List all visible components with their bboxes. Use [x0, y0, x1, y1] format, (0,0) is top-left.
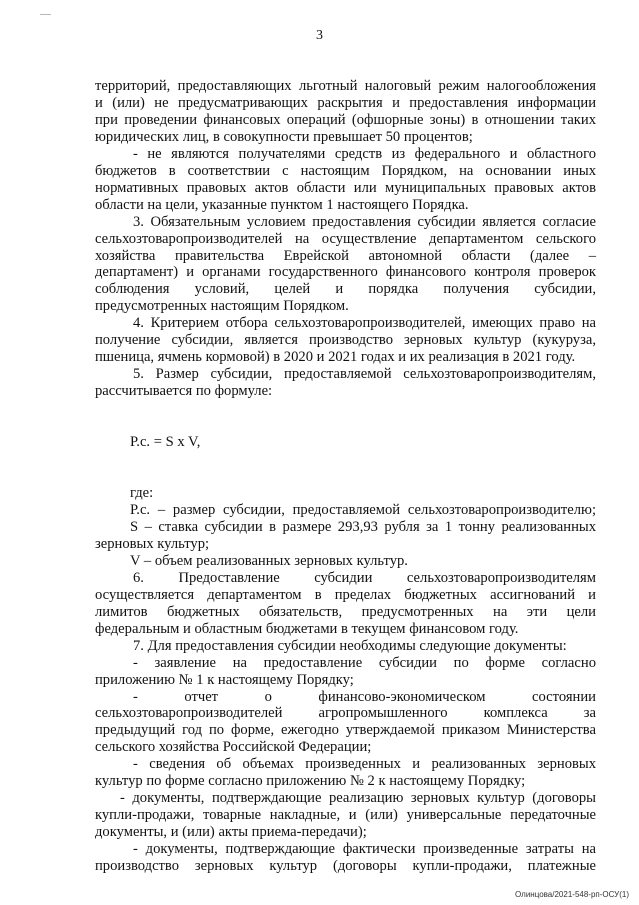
- text-line: нормативных правовых актов области или муниципальных правовых актов: [95, 179, 596, 196]
- text-line: V – объем реализованных зерновых культур.: [130, 552, 408, 569]
- text-line: купли-продажи, товарные накладные, и (или) универсальные передаточные: [95, 807, 596, 824]
- page-number: 3: [316, 28, 323, 43]
- text-line: 5. Размер субсидии, предоставляемой сельхозтоваропроизводителям,: [133, 366, 596, 383]
- text-line: получение субсидии, является производство зерновых культур (кукуруза,: [95, 332, 596, 349]
- text-line: приложению № 1 к настоящему Порядку;: [95, 671, 354, 688]
- blank-space: [95, 451, 596, 485]
- text-line: сельхозтоваропроизводителей на осуществление департаментом сельского: [95, 230, 596, 247]
- text-line: 4. Критерием отбора сельхозтоваропроизводителей, имеющих право на: [133, 315, 596, 332]
- text-line: - документы, подтверждающие реализацию зерновых культур (договоры: [120, 790, 596, 807]
- text-line: культур по форме согласно приложению № 2 к настоящему Порядку;: [95, 773, 526, 790]
- text-line: предусмотренных настоящим Порядком.: [95, 298, 349, 315]
- text-line: и (или) не предусматривающих раскрытия и предоставления информации: [95, 94, 596, 111]
- text-line: сельского хозяйства Российской Федерации;: [95, 739, 372, 756]
- text-line: 7. Для предоставления субсидии необходимы следующие документы:: [133, 637, 567, 654]
- text-line: пшеница, ячмень кормовой) в 2020 и 2021 годах и их реализация в 2021 году.: [95, 349, 576, 366]
- text-line: при проведении финансовых операций (офшорные зоны) в отношении таких: [95, 111, 596, 128]
- text-line: зерновых культур;: [95, 535, 210, 552]
- text-line: 6. Предоставление субсидии сельхозтоваропроизводителям: [133, 569, 596, 586]
- text-line: территорий, предоставляющих льготный налоговый режим налогообложения: [95, 78, 596, 94]
- text-line: области на цели, указанные пунктом 1 настоящего Порядка.: [95, 196, 469, 213]
- text-line: - не являются получателями средств из федерального и областного: [133, 145, 596, 162]
- text-line: документы, и (или) акты приема-передачи);: [95, 824, 367, 841]
- scan-mark: [40, 14, 51, 15]
- text-line: лимитов бюджетных обязательств, предусмотренных на эти цели: [95, 603, 596, 620]
- text-line: - документы, подтверждающие фактически произведенные затраты на: [133, 841, 596, 858]
- blank-space: [95, 400, 596, 434]
- text-line: производство зерновых культур (договоры купли-продажи, платежные: [95, 858, 596, 875]
- text-line: федеральным и областным бюджетами в текущем финансовом году.: [95, 620, 519, 637]
- text-line: 3. Обязательным условием предоставления субсидии является согласие: [133, 213, 596, 230]
- formula: Р.с. = S x V,: [130, 434, 201, 451]
- text-line: соблюдения условий, целей и порядка получения субсидии,: [95, 281, 596, 298]
- text-line: рассчитывается по формуле:: [95, 383, 273, 400]
- text-line: Р.с. – размер субсидии, предоставляемой сельхозтоваропроизводителю;: [130, 502, 596, 519]
- text-line: бюджетов в соответствии с настоящим Порядком, на основании иных: [95, 162, 596, 179]
- text-line: - отчет о финансово-экономическом состоянии: [133, 688, 596, 705]
- document-body: [95, 78, 596, 875]
- text-line: сельхозтоваропроизводителей агропромышленного комплекса за: [95, 705, 596, 722]
- text-line: предыдущий год по форме, ежегодно утверждаемой приказом Министерства: [95, 722, 596, 739]
- text-line: где:: [130, 485, 154, 502]
- text-line: хозяйства правительства Еврейской автономной области (далее –: [95, 247, 596, 264]
- footer-reference: Олинцова/2021-548-рп-ОСУ(1): [515, 890, 629, 899]
- text-line: S – ставка субсидии в размере 293,93 рубля за 1 тонну реализованных: [130, 518, 596, 535]
- text-line: юридических лиц, в совокупности превышает 50 процентов;: [95, 128, 473, 145]
- text-line: - сведения об объемах произведенных и реализованных зерновых: [133, 756, 596, 773]
- text-line: департамент) и органами государственного финансового контроля проверок: [95, 264, 596, 281]
- text-line: - заявление на предоставление субсидии по форме согласно: [133, 654, 596, 671]
- text-line: осуществляется департаментом в пределах бюджетных ассигнований и: [95, 586, 596, 603]
